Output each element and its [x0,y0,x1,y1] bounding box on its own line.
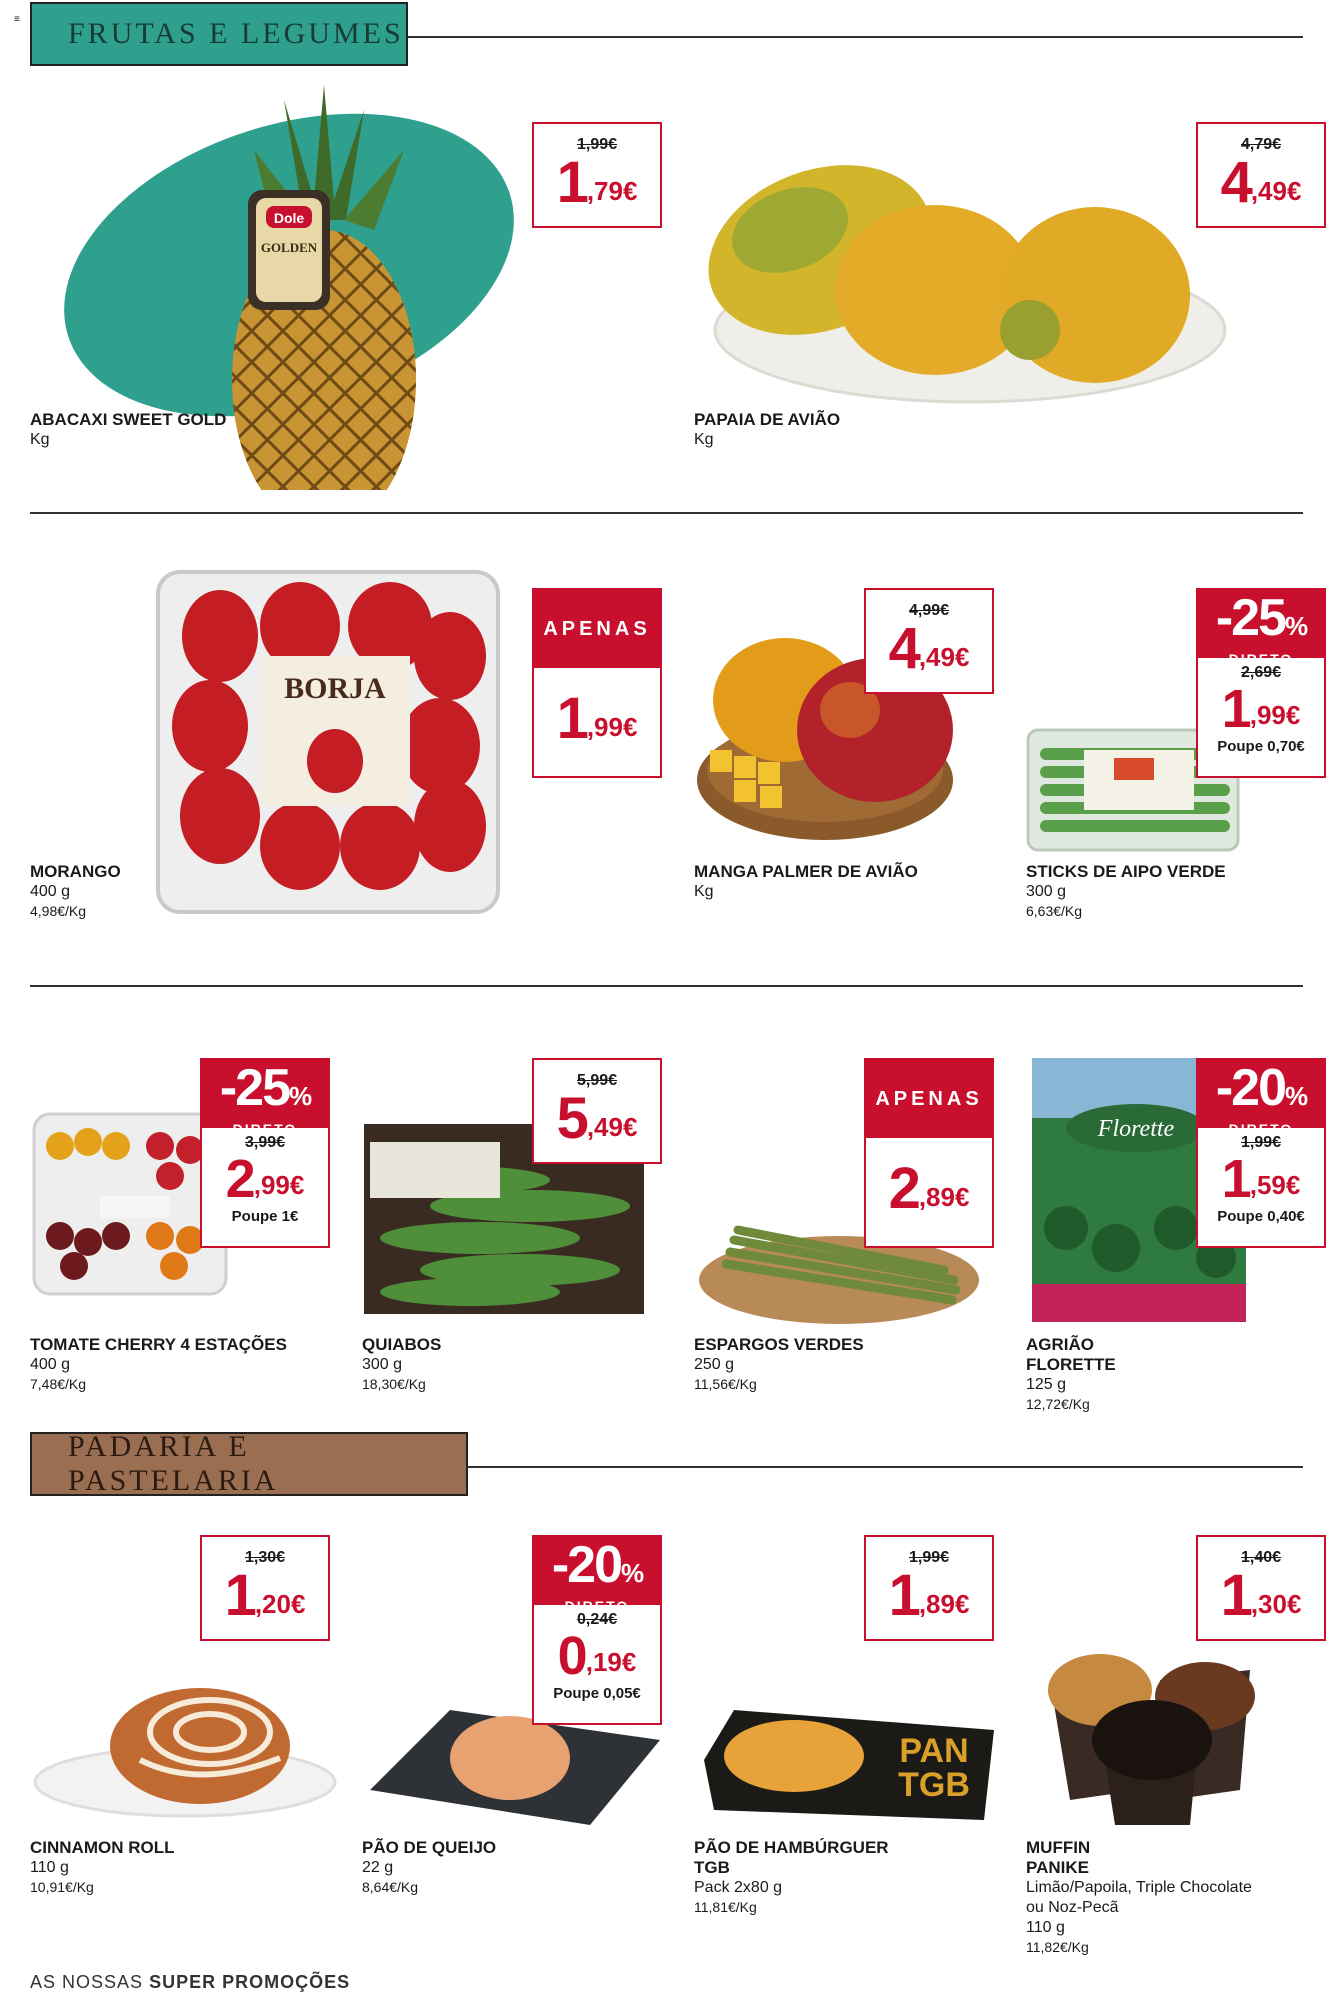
product-name: AGRIÃO [1026,1335,1094,1354]
price-per-kg: 6,63€/Kg [1026,903,1083,919]
product-unit: 300 g [1026,883,1067,900]
product-unit: Kg [694,883,714,900]
hamburger-bun-pack-image [694,1700,1004,1830]
price-tag: 1,40€ 1 ,30€ [1196,1535,1326,1641]
product-name: ABACAXI SWEET GOLD [30,410,227,429]
row-divider [30,985,1303,987]
tgb-brand-text: TGB [898,1766,970,1804]
price-per-kg: 12,72€/Kg [1026,1396,1090,1412]
section-title-bread: PADARIA E PASTELARIA [30,1432,468,1496]
product-name: TOMATE CHERRY 4 ESTAÇÕES [30,1335,287,1354]
price-per-kg: 11,82€/Kg [1026,1939,1089,1955]
muffin-image [1040,1640,1260,1830]
price-tag: APENAS 1 ,99€ [532,588,662,778]
price-per-kg: 10,91€/Kg [30,1879,94,1895]
borja-brand-text: BORJA [284,672,386,705]
price-per-kg: 7,48€/Kg [30,1376,87,1392]
product-name: MANGA PALMER DE AVIÃO [694,862,918,881]
product-name: CINNAMON ROLL [30,1838,175,1857]
florette-brand-text: Florette [1097,1116,1175,1142]
product-unit: 400 g [30,1356,71,1373]
papaya-image [700,120,1230,420]
row-divider [30,512,1303,514]
discount-tag: -20% DIRETO 1,99€ 1 ,59€ Poupe 0,40€ [1196,1058,1326,1248]
product-unit: 22 g [362,1859,394,1876]
product-unit: 250 g [694,1356,735,1373]
product-name: MORANGO [30,862,121,881]
price-per-kg: 18,30€/Kg [362,1376,426,1392]
price-tag: 4,79€ 4 ,49€ [1196,122,1326,228]
product-name-line2: PANIKE [1026,1858,1089,1877]
strawberry-box-image [150,566,506,926]
price-tag: 5,99€ 5 ,49€ [532,1058,662,1164]
product-name-line2: TGB [694,1858,730,1877]
footer-tagline: AS NOSSAS SUPER PROMOÇÕES [30,1972,351,1992]
product-unit: 110 g [1026,1919,1065,1936]
product-name: MUFFIN [1026,1838,1091,1857]
golden-label-text: GOLDEN [260,240,318,255]
price-per-kg: 8,64€/Kg [362,1879,419,1895]
product-name: ESPARGOS VERDES [694,1335,864,1354]
price-per-kg: 11,81€/Kg [694,1899,757,1915]
product-variants-line2: ou Noz-Pecã [1026,1899,1119,1916]
discount-tag: -25% DIRETO 2,69€ 1 ,99€ Poupe 0,70€ [1196,588,1326,778]
price-tag: 1,99€ 1 ,89€ [864,1535,994,1641]
product-variants: Limão/Papoila, Triple Chocolate [1026,1879,1252,1896]
price-tag: 4,99€ 4 ,49€ [864,588,994,694]
corner-mark: ≡ [14,14,20,25]
price-tag: APENAS 2 ,89€ [864,1058,994,1248]
price-per-kg: 4,98€/Kg [30,903,87,919]
discount-tag: -25% DIRETO 3,99€ 2 ,99€ Poupe 1€ [200,1058,330,1248]
product-name: PÃO DE QUEIJO [362,1838,497,1857]
price-per-kg: 11,56€/Kg [694,1376,757,1392]
product-unit: 125 g [1026,1376,1067,1393]
discount-tag: -20% DIRETO 0,24€ 0 ,19€ Poupe 0,05€ [532,1535,662,1725]
cinnamon-roll-image [30,1670,340,1820]
product-unit: Kg [30,431,50,448]
product-unit: 300 g [362,1356,403,1373]
product-unit: 400 g [30,883,71,900]
product-name: STICKS DE AIPO VERDE [1026,862,1226,881]
price-tag: 1,30€ 1 ,20€ [200,1535,330,1641]
product-name: PAPAIA DE AVIÃO [694,410,841,429]
section-title-fruit: FRUTAS E LEGUMES [30,2,408,66]
dole-logo-text: Dole [273,210,305,226]
product-name-line2: FLORETTE [1026,1355,1116,1374]
product-unit: Kg [694,431,714,448]
product-name: QUIABOS [362,1335,442,1354]
product-unit: 110 g [30,1859,69,1876]
price-tag: 1,99€ 1 ,79€ [532,122,662,228]
product-unit: Pack 2x80 g [694,1879,783,1896]
product-name: PÃO DE HAMBÚRGUER [694,1838,889,1857]
pan-brand-text: PAN [899,1732,969,1770]
